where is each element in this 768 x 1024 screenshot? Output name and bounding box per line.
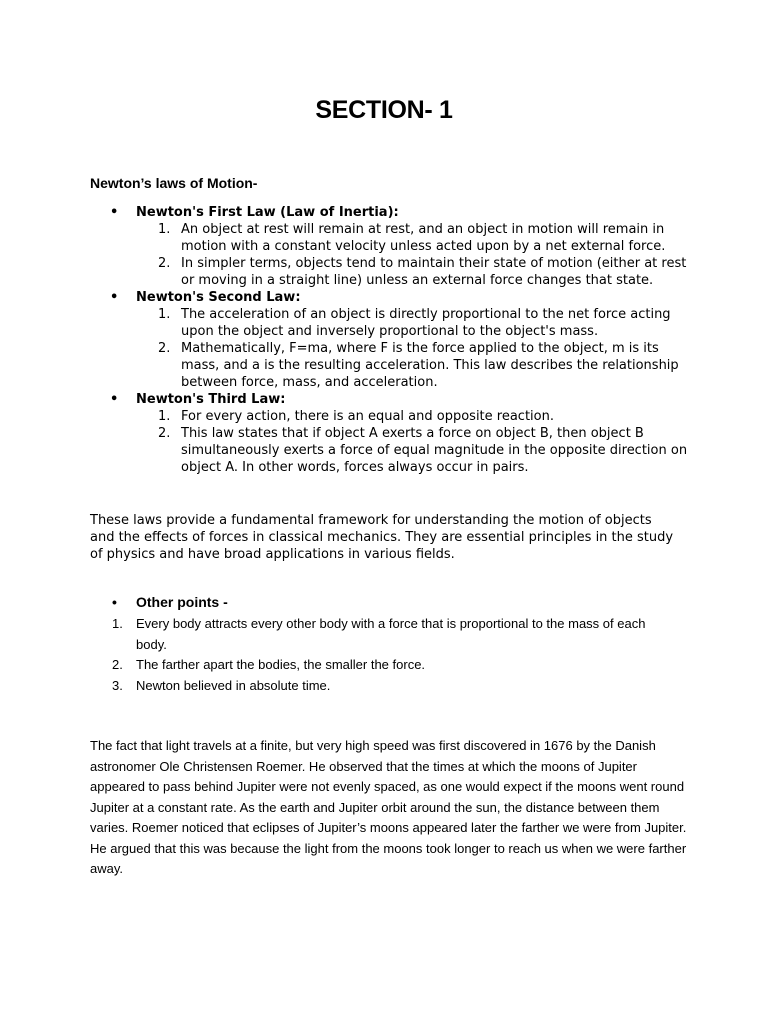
other-points-list (90, 614, 670, 696)
bullet-icon: • (112, 594, 117, 610)
bullet-icon: • (110, 290, 119, 305)
law-third (90, 391, 690, 476)
law-item: 1. The acceleration of an object is directly proportional to the net force acting upon the object and inversely proportional to the object's mass. (158, 307, 671, 339)
list-item: 2. The farther apart the bodies, the smaller the force. (112, 657, 426, 672)
law-first (90, 204, 690, 289)
bullet-icon: • (110, 392, 119, 407)
law-title: • Newton's First Law (Law of Inertia): (110, 205, 399, 220)
law-item: 1. An object at rest will remain at rest, and an object in motion will remain in motion with a constant velocity unless acted upon by a net external force. (158, 222, 666, 254)
newtons-laws-heading: Newton’s laws of Motion- (90, 175, 258, 191)
list-item: 3. Newton believed in absolute time. (112, 677, 331, 693)
law-item: 2. Mathematically, F=ma, where F is the force applied to the object, m is its mass, and a is the resulting acceleration. This law describes the relationship between force, mass, and acceleration. (158, 341, 679, 390)
law-title: • Newton's Third Law: (110, 392, 286, 407)
law-second (90, 289, 690, 391)
newtons-laws-list (90, 204, 690, 476)
law-item: 2. This law states that if object A exerts a force on object B, then object B simultaneously exerts a force of equal magnitude in the opposite direction on object A. In other words, forces always occur in pairs. (158, 426, 688, 475)
law-item: 1. For every action, there is an equal and opposite reaction. (158, 409, 554, 424)
law-title: • Newton's Second Law: (110, 290, 301, 305)
roemer-paragraph: The fact that light travels at a finite, but very high speed was first discovered in 1676 by the Danish astronomer Ole Christensen Roemer. He observed that the times at which the moons of Jupiter appeared to pass behind Jupiter were not evenly spaced, as one would expect if the moons went round Jupiter at a constant rate. As the earth and Jupiter orbit around the sun, the distance between them varies. Roemer noticed that eclipses of Jupiter’s moons appeared later the farther we were from Jupiter. He argued that this was because the light from the moons took longer to reach us when we were farther away. (90, 738, 687, 876)
bullet-icon: • (110, 205, 119, 220)
summary-paragraph: These laws provide a fundamental framework for understanding the motion of objects and the effects of forces in classical mechanics. They are essential principles in the study of physics and have broad applications in various fields. (90, 513, 674, 562)
section-title: SECTION- 1 (315, 96, 453, 124)
law-item: 2. In simpler terms, objects tend to maintain their state of motion (either at rest or moving in a straight line) unless an external force changes that state. (158, 256, 687, 288)
other-points-heading: • Other points - (112, 594, 228, 610)
list-item: 1. Every body attracts every other body with a force that is proportional to the mass of each body. (112, 616, 646, 652)
